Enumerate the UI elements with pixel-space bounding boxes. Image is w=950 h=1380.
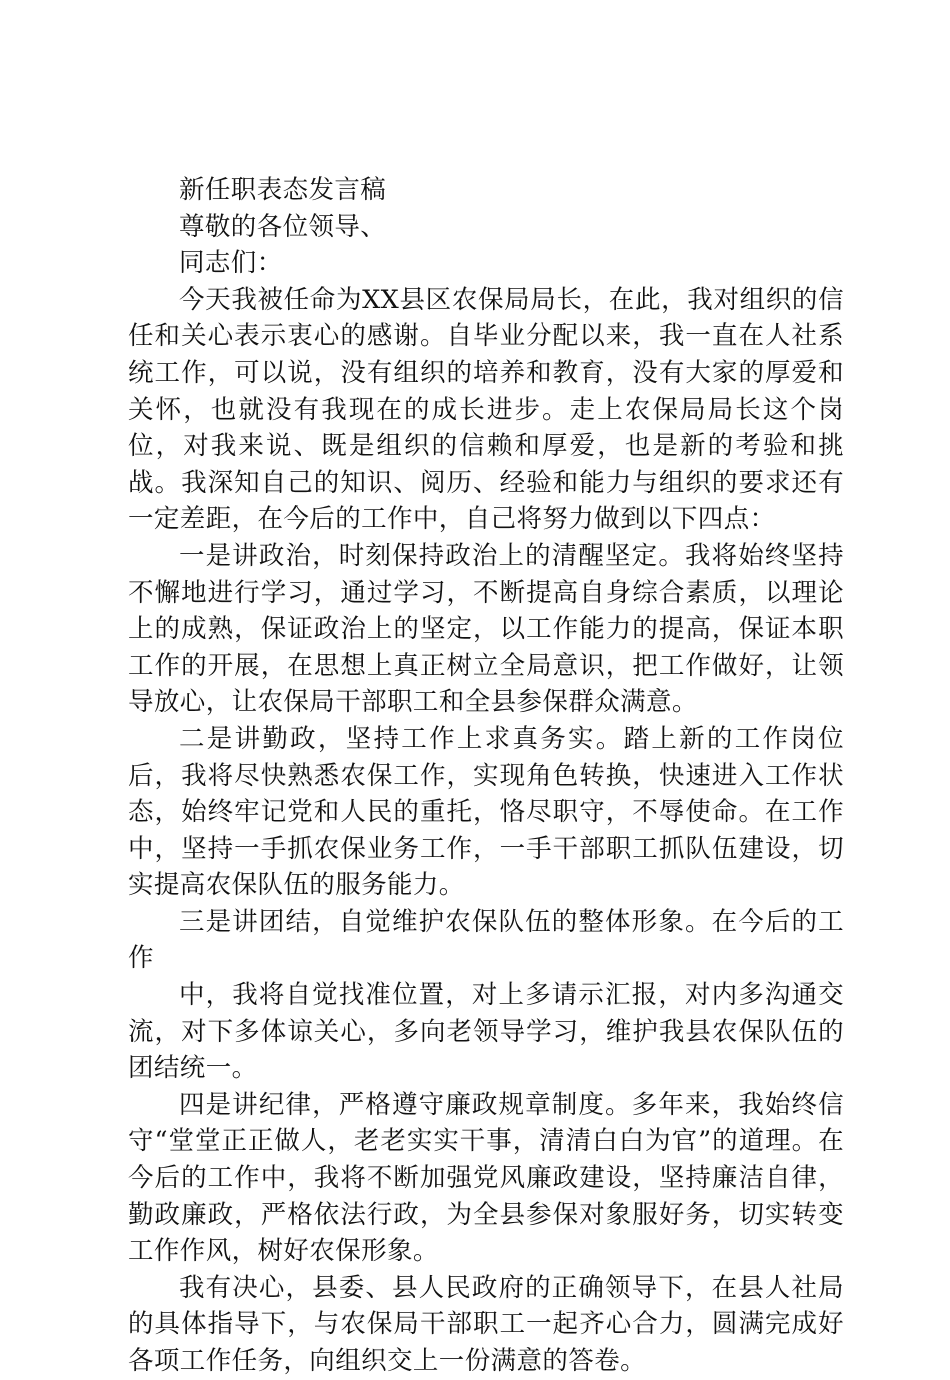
document-body <box>128 172 844 1380</box>
paragraph-point-4: 四是讲纪律，严格遵守廉政规章制度。多年来，我始终信守“堂堂正正做人，老老实实干事，清清白白为官”的道理。在今后的工作中，我将不断加强党风廉政建设，坚持廉洁自律，勤政廉政，严格依法行政，为全县参保对象服好务，切实转变工作作风，树好农保形象。 <box>128 1089 844 1267</box>
salutation-line-2: 同志们： <box>179 248 283 279</box>
paragraph-intro: 今天我被任命为XX县区农保局局长，在此，我对组织的信任和关心表示衷心的感谢。自毕业分配以来，我一直在人社系统工作，可以说，没有组织的培养和教育，没有大家的厚爱和关怀，也就没有我现在的成长进步。走上农保局局长这个岗位，对我来说、既是组织的信赖和厚爱，也是新的考验和挑战。我深知自己的知识、阅历、经验和能力与组织的要求还有一定差距，在今后的工作中，自己将努力做到以下四点： <box>128 284 844 535</box>
salutation-line-1: 尊敬的各位领导、 <box>179 211 387 242</box>
paragraph-point-3-body: 中，我将自觉找准位置，对上多请示汇报，对内多沟通交流，对下多体谅关心，多向老领导学习，维护我县农保队伍的团结统一。 <box>128 980 844 1084</box>
paragraph-closing: 我有决心，县委、县人民政府的正确领导下，在县人社局的具体指导下，与农保局干部职工一起齐心合力，圆满完成好各项工作任务，向组织交上一份满意的答卷。 <box>128 1272 844 1376</box>
paragraph-point-1: 一是讲政治，时刻保持政治上的清醒坚定。我将始终坚持不懈地进行学习，通过学习，不断提高自身综合素质，以理论上的成熟，保证政治上的坚定，以工作能力的提高，保证本职工作的开展，在思想上真正树立全局意识，把工作做好，让领导放心，让农保局干部职工和全县参保群众满意。 <box>128 540 844 718</box>
document-title: 新任职表态发言稿 <box>179 175 387 205</box>
paragraph-point-3-head: 三是讲团结，自觉维护农保队伍的整体形象。在今后的工作 <box>128 906 844 974</box>
paragraph-point-2: 二是讲勤政，坚持工作上求真务实。踏上新的工作岗位后，我将尽快熟悉农保工作，实现角色转换，快速进入工作状态，始终牢记党和人民的重托，恪尽职守，不辱使命。在工作中，坚持一手抓农保业务工作，一手干部职工抓队伍建设，切实提高农保队伍的服务能力。 <box>128 723 844 901</box>
